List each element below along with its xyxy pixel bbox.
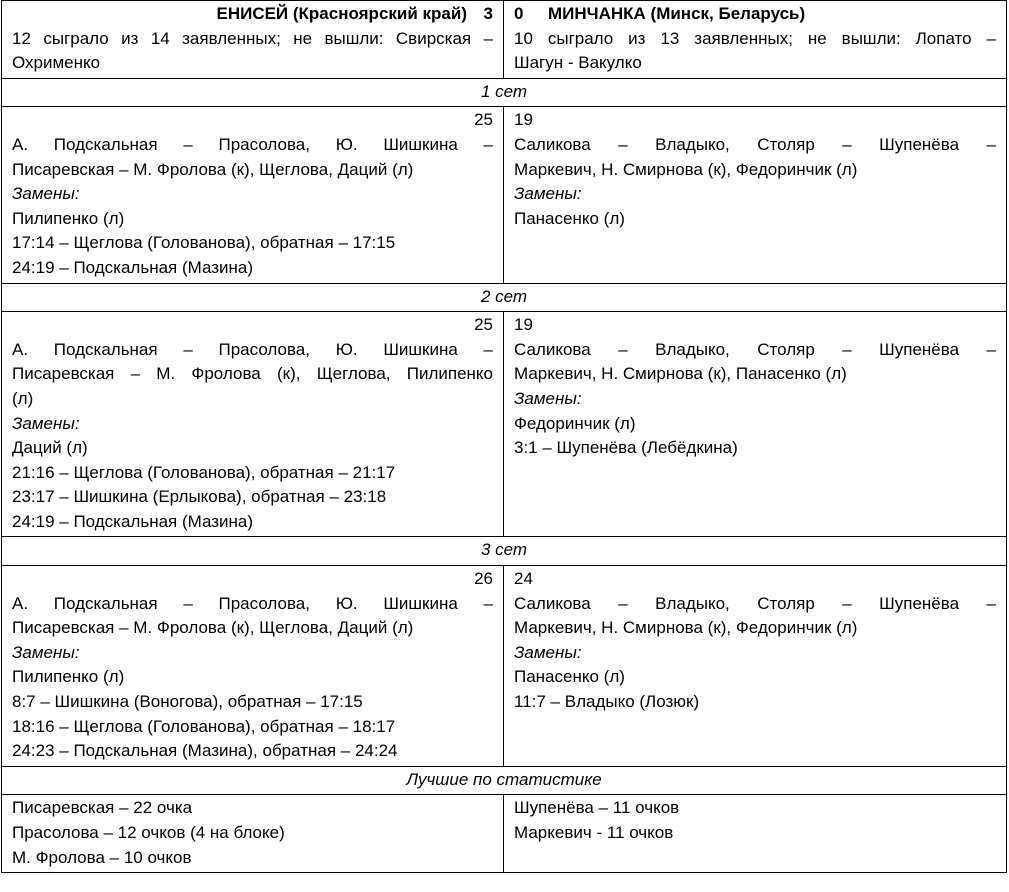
match-report-table bbox=[1, 0, 1007, 873]
home-best-item: Прасолова – 12 очков (4 на блоке) bbox=[12, 823, 285, 842]
away-lineup-line: Саликова – Владыко, Столяр – Шупенёва – bbox=[514, 134, 996, 154]
home-set-points: 25 bbox=[474, 110, 493, 130]
home-set-cell bbox=[2, 312, 504, 537]
home-sub-item: Пилипенко (л) bbox=[12, 667, 125, 687]
away-roster-line: Шагун - Вакулко bbox=[514, 53, 642, 73]
away-best-item: Шупенёва – 11 очков bbox=[514, 798, 680, 818]
away-lineup-line: Маркевич, Н. Смирнова (к), Панасенко (л) bbox=[514, 364, 847, 384]
home-lineup-line: Писаревская – М. Фролова (к), Щеглова, Даций (л) bbox=[12, 618, 414, 638]
away-subs-label: Замены: bbox=[514, 642, 582, 662]
home-best-item: М. Фролова – 10 очков bbox=[12, 847, 192, 867]
away-sub-item: Панасенко (л) bbox=[514, 667, 625, 687]
home-set-points: 25 bbox=[474, 315, 493, 335]
home-best-item: Писаревская – 22 очка bbox=[12, 798, 193, 818]
home-roster-line: Охрименко bbox=[12, 53, 101, 73]
home-set-points: 26 bbox=[474, 569, 493, 589]
set-title: 2 сет bbox=[2, 283, 1007, 312]
best-title-row bbox=[2, 766, 1007, 795]
home-roster-line: 12 сыграло из 14 заявленных; не вышли: Свирская – bbox=[12, 28, 493, 48]
away-subs-label: Замены: bbox=[514, 184, 582, 204]
away-set-cell bbox=[504, 107, 1007, 283]
away-team-score: 0 bbox=[514, 4, 524, 23]
away-set-cell bbox=[504, 566, 1007, 767]
home-sub-item: Даций (л) bbox=[12, 438, 88, 458]
best-row bbox=[2, 795, 1007, 873]
home-lineup-line: (л) bbox=[12, 388, 34, 408]
away-sub-item: Федоринчик (л) bbox=[514, 413, 636, 433]
best-title: Лучшие по статистике bbox=[2, 766, 1007, 795]
set-title: 3 сет bbox=[2, 537, 1007, 566]
home-set-cell bbox=[2, 107, 504, 283]
home-team-cell bbox=[2, 1, 504, 79]
away-set-cell bbox=[504, 312, 1007, 537]
home-best-cell bbox=[2, 795, 504, 873]
home-subs-label: Замены: bbox=[12, 413, 80, 433]
home-lineup-line: А. Подскальная – Прасолова, Ю. Шишкина – bbox=[12, 593, 493, 613]
away-set-points: 19 bbox=[514, 110, 533, 130]
set-title-row bbox=[2, 78, 1007, 107]
away-sub-item: 11:7 – Владыко (Лозюк) bbox=[514, 692, 700, 712]
set-title: 1 сет bbox=[2, 78, 1007, 107]
away-lineup-line: Саликова – Владыко, Столяр – Шупенёва – bbox=[514, 593, 996, 613]
set-row bbox=[2, 312, 1007, 537]
home-sub-item: Пилипенко (л) bbox=[12, 208, 125, 228]
home-sub-item: 8:7 – Шишкина (Воногова), обратная – 17:15 bbox=[12, 692, 363, 712]
set-row bbox=[2, 566, 1007, 767]
away-team-heading bbox=[514, 2, 996, 27]
away-team-cell bbox=[504, 1, 1007, 79]
home-lineup-line: А. Подскальная – Прасолова, Ю. Шишкина – bbox=[12, 339, 493, 359]
away-set-points: 19 bbox=[514, 315, 533, 335]
away-lineup-line: Маркевич, Н. Смирнова (к), Федоринчик (л) bbox=[514, 618, 858, 638]
home-sub-item: 18:16 – Щеглова (Голованова), обратная – 18:17 bbox=[12, 716, 396, 736]
home-team-name: ЕНИСЕЙ (Красноярский край) bbox=[216, 4, 467, 23]
away-subs-label: Замены: bbox=[514, 388, 582, 408]
header-row bbox=[2, 1, 1007, 79]
away-set-points: 24 bbox=[514, 569, 533, 589]
set-title-row bbox=[2, 283, 1007, 312]
away-best-cell bbox=[504, 795, 1007, 873]
home-sub-item: 24:19 – Подскальная (Мазина) bbox=[12, 257, 254, 277]
home-sub-item: 21:16 – Щеглова (Голованова), обратная – 21:17 bbox=[12, 462, 396, 482]
home-subs-label: Замены: bbox=[12, 642, 80, 662]
home-lineup-line: Писаревская – М. Фролова (к), Щеглова, Даций (л) bbox=[12, 159, 414, 179]
home-subs-label: Замены: bbox=[12, 184, 80, 204]
home-team-score: 3 bbox=[483, 4, 493, 23]
away-sub-item: 3:1 – Шупенёва (Лебёдкина) bbox=[514, 438, 738, 458]
away-sub-item: Панасенко (л) bbox=[514, 208, 625, 228]
home-sub-item: 24:23 – Подскальная (Мазина), обратная – 24:24 bbox=[12, 741, 398, 761]
home-lineup-line: А. Подскальная – Прасолова, Ю. Шишкина – bbox=[12, 134, 493, 154]
away-team-name: МИНЧАНКА (Минск, Беларусь) bbox=[548, 4, 806, 23]
home-team-heading bbox=[12, 2, 493, 27]
away-lineup-line: Маркевич, Н. Смирнова (к), Федоринчик (л) bbox=[514, 159, 858, 179]
home-sub-item: 23:17 – Шишкина (Ерлыкова), обратная – 23:18 bbox=[12, 487, 387, 507]
set-row bbox=[2, 107, 1007, 283]
home-sub-item: 17:14 – Щеглова (Голованова), обратная – 17:15 bbox=[12, 233, 396, 253]
away-lineup-line: Саликова – Владыко, Столяр – Шупенёва – bbox=[514, 339, 996, 359]
away-roster-line: 10 сыграло из 13 заявленных; не вышли: Лопато – bbox=[514, 28, 996, 48]
home-set-cell bbox=[2, 566, 504, 767]
home-lineup-line: Писаревская – М. Фролова (к), Щеглова, Пилипенко bbox=[12, 364, 493, 384]
home-sub-item: 24:19 – Подскальная (Мазина) bbox=[12, 511, 254, 531]
set-title-row bbox=[2, 537, 1007, 566]
away-best-item: Маркевич - 11 очков bbox=[514, 823, 674, 842]
